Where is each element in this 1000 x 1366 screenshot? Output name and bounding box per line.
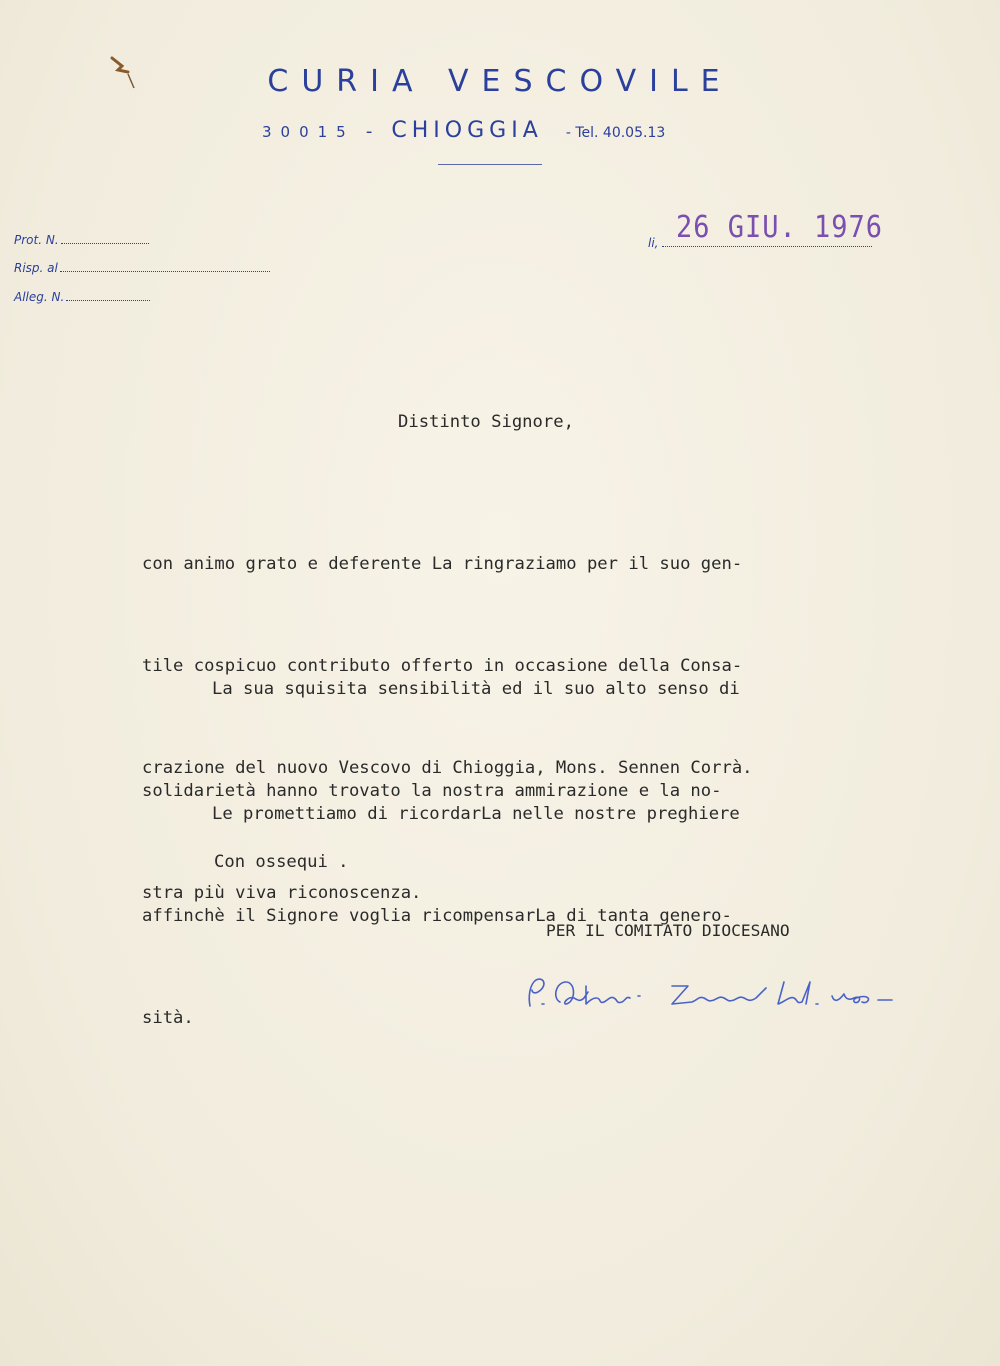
postal-code: 30015 <box>262 123 355 141</box>
letterhead-address <box>262 118 665 143</box>
alleg-field <box>14 290 150 304</box>
prot-dotted-line <box>61 233 149 244</box>
letter-closing: Con ossequi . <box>214 852 349 872</box>
paragraph-3-line: affinchè il Signore voglia ricompensarLa di tanta genero- <box>142 906 732 926</box>
paragraph-2-line: stra più viva riconoscenza. <box>142 883 422 903</box>
risp-field <box>14 261 270 275</box>
paragraph-2-line: La sua squisita sensibilità ed il suo alto senso di <box>212 679 740 699</box>
address-separator: - <box>365 121 373 142</box>
paragraph-3-line: sità. <box>142 1008 194 1028</box>
prot-label: Prot. N. <box>14 233 59 247</box>
date-prefix: li, <box>648 236 659 250</box>
prot-field <box>14 233 149 247</box>
letterhead-rule <box>438 164 542 165</box>
alleg-label: Alleg. N. <box>14 290 65 304</box>
letterhead-title: CURIA VESCOVILE <box>267 64 733 99</box>
committee-line: PER IL COMITATO DIOCESANO <box>546 921 790 940</box>
date-dotted-line <box>662 246 872 247</box>
paragraph-1-line: tile cospicuo contributo offerto in occasione della Consa- <box>142 656 743 676</box>
phone-number: - Tel. 40.05.13 <box>565 125 666 141</box>
city-name: CHIOGGIA <box>391 118 543 143</box>
date-stamp: 26 GIU. 1976 <box>676 210 884 245</box>
alleg-dotted-line <box>66 290 150 301</box>
paragraph-3 <box>142 729 882 1103</box>
paragraph-3-line: Le promettiamo di ricordarLa nelle nostre preghiere <box>212 804 740 824</box>
paragraph-1-line: con animo grato e deferente La ringraziamo per il suo gen- <box>142 554 743 574</box>
risp-label: Risp. al <box>14 261 58 275</box>
risp-dotted-line <box>60 261 270 272</box>
paragraph-2-line: solidarietà hanno trovato la nostra ammirazione e la no- <box>142 781 722 801</box>
paragraph-1-line: crazione del nuovo Vescovo di Chioggia, Mons. Sennen Corrà. <box>142 758 753 778</box>
letter-greeting: Distinto Signore, <box>398 412 574 432</box>
handwritten-signature <box>522 968 902 1018</box>
